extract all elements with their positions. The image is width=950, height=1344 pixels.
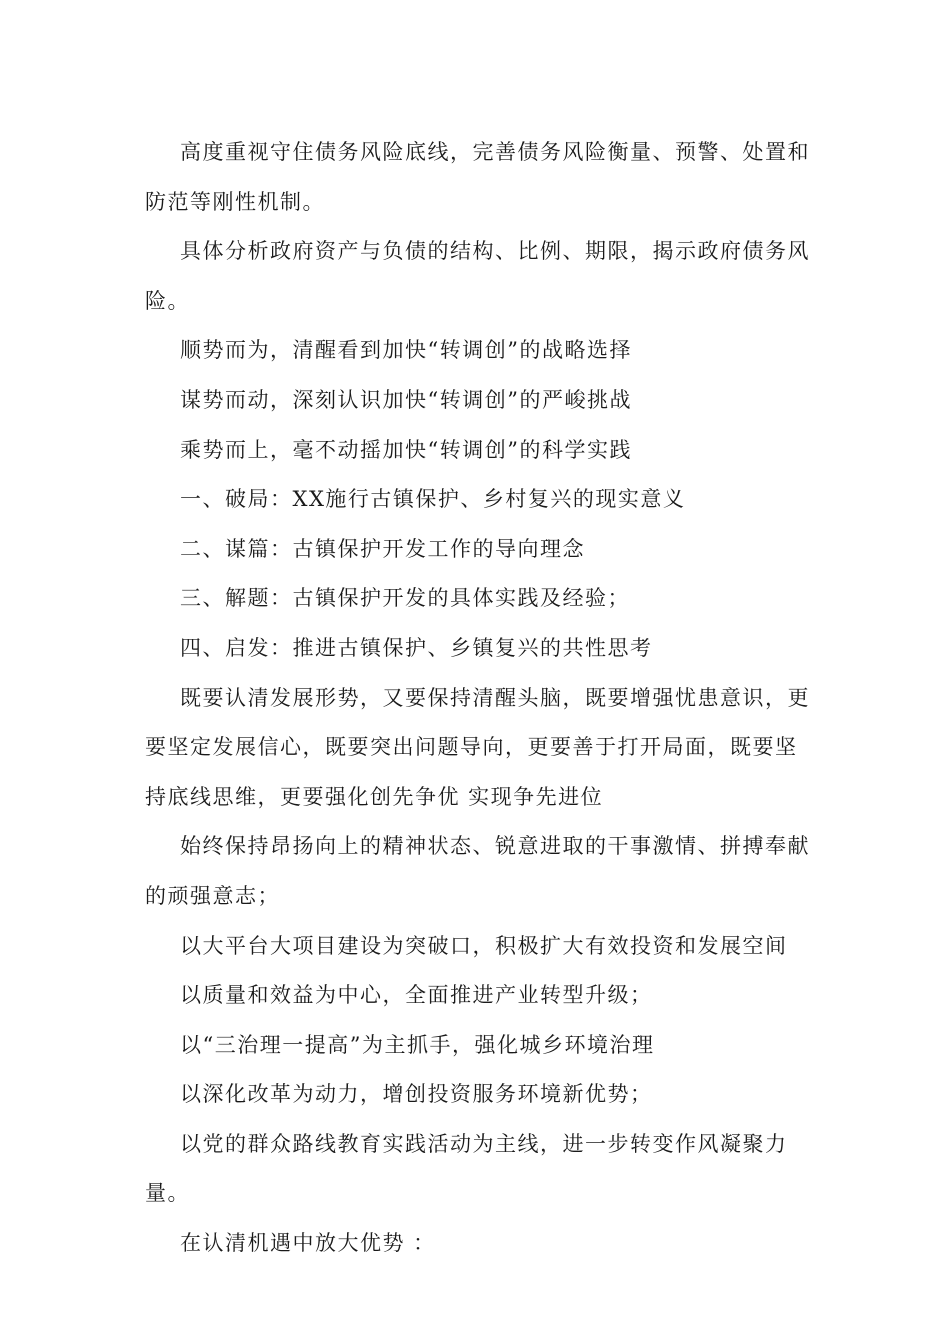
paragraph-section-two: 二、谋篇：古镇保护开发工作的导向理念 xyxy=(180,536,585,561)
paragraph-mass-line: 以党的群众路线教育实践活动为主线，进一步转变作风凝聚力量。 xyxy=(145,1131,788,1206)
paragraph-section-four: 四、启发：推进古镇保护、乡镇复兴的共性思考 xyxy=(180,635,653,660)
paragraph-environment-governance: 以“三治理一提高”为主抓手，强化城乡环境治理 xyxy=(180,1032,655,1057)
paragraph-development-situation: 既要认清发展形势，又要保持清醒头脑，既要增强忧患意识，更要坚定发展信心，既要突出问题导向，更要善于打开局面，既要坚持底线思维，更要强化创先争优 实现争先进位 xyxy=(145,685,810,809)
paragraph-asset-analysis: 具体分析政府资产与负债的结构、比例、期限，揭示政府债务风险。 xyxy=(145,239,810,313)
paragraph-section-three: 三、解题：古镇保护开发的具体实践及经验； xyxy=(180,586,630,611)
paragraph-section-one: 一、破局：XX施行古镇保护、乡村复兴的现实意义 xyxy=(180,487,686,512)
paragraph-practice: 乘势而上，毫不动摇加快“转调创”的科学实践 xyxy=(180,437,632,462)
document-body xyxy=(145,128,810,1269)
paragraph-challenge: 谋势而动，深刻认识加快“转调创”的严峻挑战 xyxy=(180,387,632,412)
paragraph-strategic-choice: 顺势而为，清醒看到加快“转调创”的战略选择 xyxy=(180,338,632,363)
paragraph-spirit: 始终保持昂扬向上的精神状态、锐意进取的干事激情、拼搏奉献的顽强意志； xyxy=(145,834,810,908)
paragraph-platform-projects: 以大平台大项目建设为突破口，积极扩大有效投资和发展空间 xyxy=(180,933,788,958)
paragraph-opportunity: 在认清机遇中放大优势 ： xyxy=(180,1231,436,1256)
paragraph-debt-risk: 高度重视守住债务风险底线，完善债务风险衡量、预警、处置和防范等刚性机制。 xyxy=(145,140,810,214)
paragraph-reform: 以深化改革为动力，增创投资服务环境新优势； xyxy=(180,1082,653,1107)
paragraph-quality-efficiency: 以质量和效益为中心，全面推进产业转型升级； xyxy=(180,983,653,1008)
